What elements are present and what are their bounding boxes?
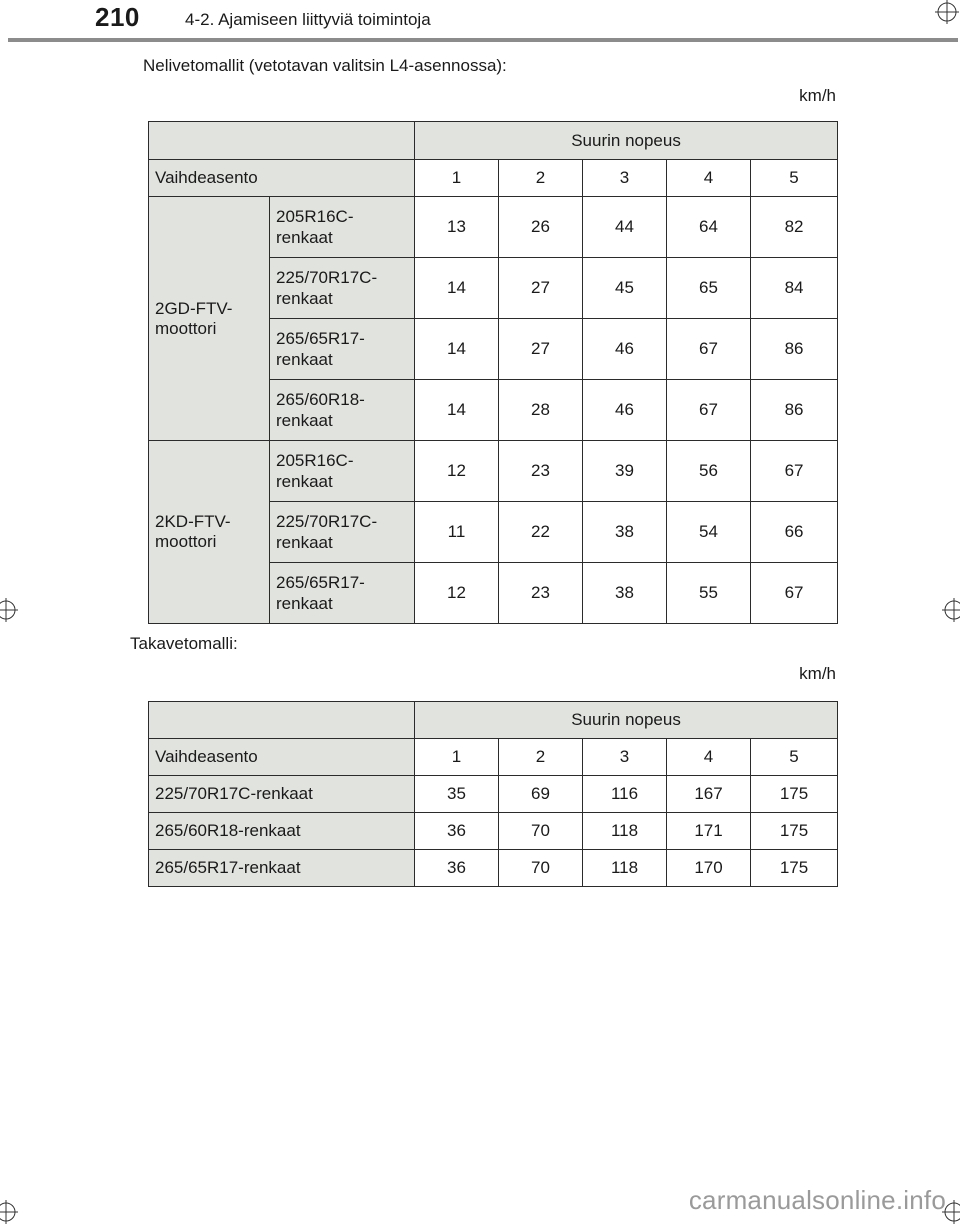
tire-cell: 265/60R18- renkaat: [270, 380, 415, 441]
four-wd-speed-table: [148, 121, 838, 624]
header-rule: [8, 38, 958, 42]
speed-value-cell: 36: [415, 850, 499, 887]
speed-value-cell: 35: [415, 776, 499, 813]
engine-cell: 2KD-FTV- moottori: [149, 441, 270, 624]
speed-value-cell: 27: [499, 258, 583, 319]
speed-value-cell: 67: [667, 380, 751, 441]
tire-cell: 265/60R18-renkaat: [149, 813, 415, 850]
two-wd-speed-table: [148, 701, 838, 887]
gear-number-cell: 5: [751, 160, 838, 197]
speed-value-cell: 46: [583, 319, 667, 380]
speed-value-cell: 116: [583, 776, 667, 813]
speed-value-cell: 171: [667, 813, 751, 850]
table-row: [149, 850, 838, 887]
speed-value-cell: 82: [751, 197, 838, 258]
speed-value-cell: 167: [667, 776, 751, 813]
crop-mark-right-icon: [942, 598, 960, 622]
speed-value-cell: 175: [751, 850, 838, 887]
speed-value-cell: 12: [415, 441, 499, 502]
tire-cell: 225/70R17C- renkaat: [270, 502, 415, 563]
speed-value-cell: 118: [583, 850, 667, 887]
speed-value-cell: 12: [415, 563, 499, 624]
speed-value-cell: 69: [499, 776, 583, 813]
speed-value-cell: 36: [415, 813, 499, 850]
speed-value-cell: 66: [751, 502, 838, 563]
gear-number-cell: 2: [499, 160, 583, 197]
speed-value-cell: 38: [583, 563, 667, 624]
speed-value-cell: 38: [583, 502, 667, 563]
engine-cell: 2GD-FTV- moottori: [149, 197, 270, 441]
speed-value-cell: 14: [415, 380, 499, 441]
tire-cell: 265/65R17- renkaat: [270, 319, 415, 380]
speed-value-cell: 39: [583, 441, 667, 502]
speed-value-cell: 67: [667, 319, 751, 380]
speed-value-cell: 27: [499, 319, 583, 380]
two-wd-caption: Takavetomalli:: [130, 634, 238, 653]
two-wd-unit: km/h: [799, 664, 836, 683]
speed-value-cell: 118: [583, 813, 667, 850]
speed-value-cell: 46: [583, 380, 667, 441]
speed-value-cell: 23: [499, 563, 583, 624]
speed-value-cell: 23: [499, 441, 583, 502]
crop-mark-left-icon: [0, 598, 18, 622]
tire-cell: 265/65R17-renkaat: [149, 850, 415, 887]
gear-label-cell: Vaihdeasento: [149, 739, 415, 776]
gear-number-cell: 4: [667, 160, 751, 197]
tire-cell: 225/70R17C- renkaat: [270, 258, 415, 319]
gear-row: [149, 739, 838, 776]
gear-row: [149, 160, 838, 197]
speed-value-cell: 65: [667, 258, 751, 319]
speed-value-cell: 84: [751, 258, 838, 319]
speed-value-cell: 45: [583, 258, 667, 319]
speed-value-cell: 54: [667, 502, 751, 563]
gear-number-cell: 5: [751, 739, 838, 776]
speed-value-cell: 13: [415, 197, 499, 258]
speed-value-cell: 14: [415, 258, 499, 319]
watermark: carmanualsonline.info: [688, 1185, 946, 1215]
speed-value-cell: 86: [751, 380, 838, 441]
blank-header-cell: [149, 122, 415, 160]
speed-value-cell: 175: [751, 813, 838, 850]
gear-number-cell: 1: [415, 160, 499, 197]
speed-value-cell: 64: [667, 197, 751, 258]
speed-value-cell: 14: [415, 319, 499, 380]
table-row: [149, 813, 838, 850]
gear-number-cell: 3: [583, 739, 667, 776]
gear-number-cell: 3: [583, 160, 667, 197]
speed-value-cell: 70: [499, 850, 583, 887]
speed-value-cell: 67: [751, 563, 838, 624]
speed-value-cell: 175: [751, 776, 838, 813]
section-title: 4-2. Ajamiseen liittyviä toimintoja: [185, 10, 431, 29]
speed-value-cell: 56: [667, 441, 751, 502]
speed-value-cell: 44: [583, 197, 667, 258]
max-speed-header: Suurin nopeus: [415, 122, 838, 160]
tire-cell: 205R16C- renkaat: [270, 197, 415, 258]
table-header-row: [149, 702, 838, 739]
tire-cell: 225/70R17C-renkaat: [149, 776, 415, 813]
crop-mark-bottom-left-icon: [0, 1200, 18, 1224]
speed-value-cell: 70: [499, 813, 583, 850]
gear-number-cell: 1: [415, 739, 499, 776]
speed-value-cell: 55: [667, 563, 751, 624]
four-wd-unit: km/h: [799, 86, 836, 105]
gear-number-cell: 4: [667, 739, 751, 776]
speed-value-cell: 26: [499, 197, 583, 258]
crop-mark-top-right-icon: [935, 0, 959, 24]
page-number: 210: [95, 2, 140, 32]
speed-value-cell: 28: [499, 380, 583, 441]
speed-value-cell: 170: [667, 850, 751, 887]
table-row: [149, 197, 838, 258]
tire-cell: 205R16C- renkaat: [270, 441, 415, 502]
table-row: [149, 441, 838, 502]
speed-value-cell: 86: [751, 319, 838, 380]
four-wd-caption: Nelivetomallit (vetotavan valitsin L4-asennossa):: [143, 56, 507, 75]
max-speed-header: Suurin nopeus: [415, 702, 838, 739]
speed-value-cell: 22: [499, 502, 583, 563]
speed-value-cell: 11: [415, 502, 499, 563]
blank-header-cell: [149, 702, 415, 739]
table-header-row: [149, 122, 838, 160]
gear-label-cell: Vaihdeasento: [149, 160, 415, 197]
gear-number-cell: 2: [499, 739, 583, 776]
speed-value-cell: 67: [751, 441, 838, 502]
tire-cell: 265/65R17- renkaat: [270, 563, 415, 624]
table-row: [149, 776, 838, 813]
